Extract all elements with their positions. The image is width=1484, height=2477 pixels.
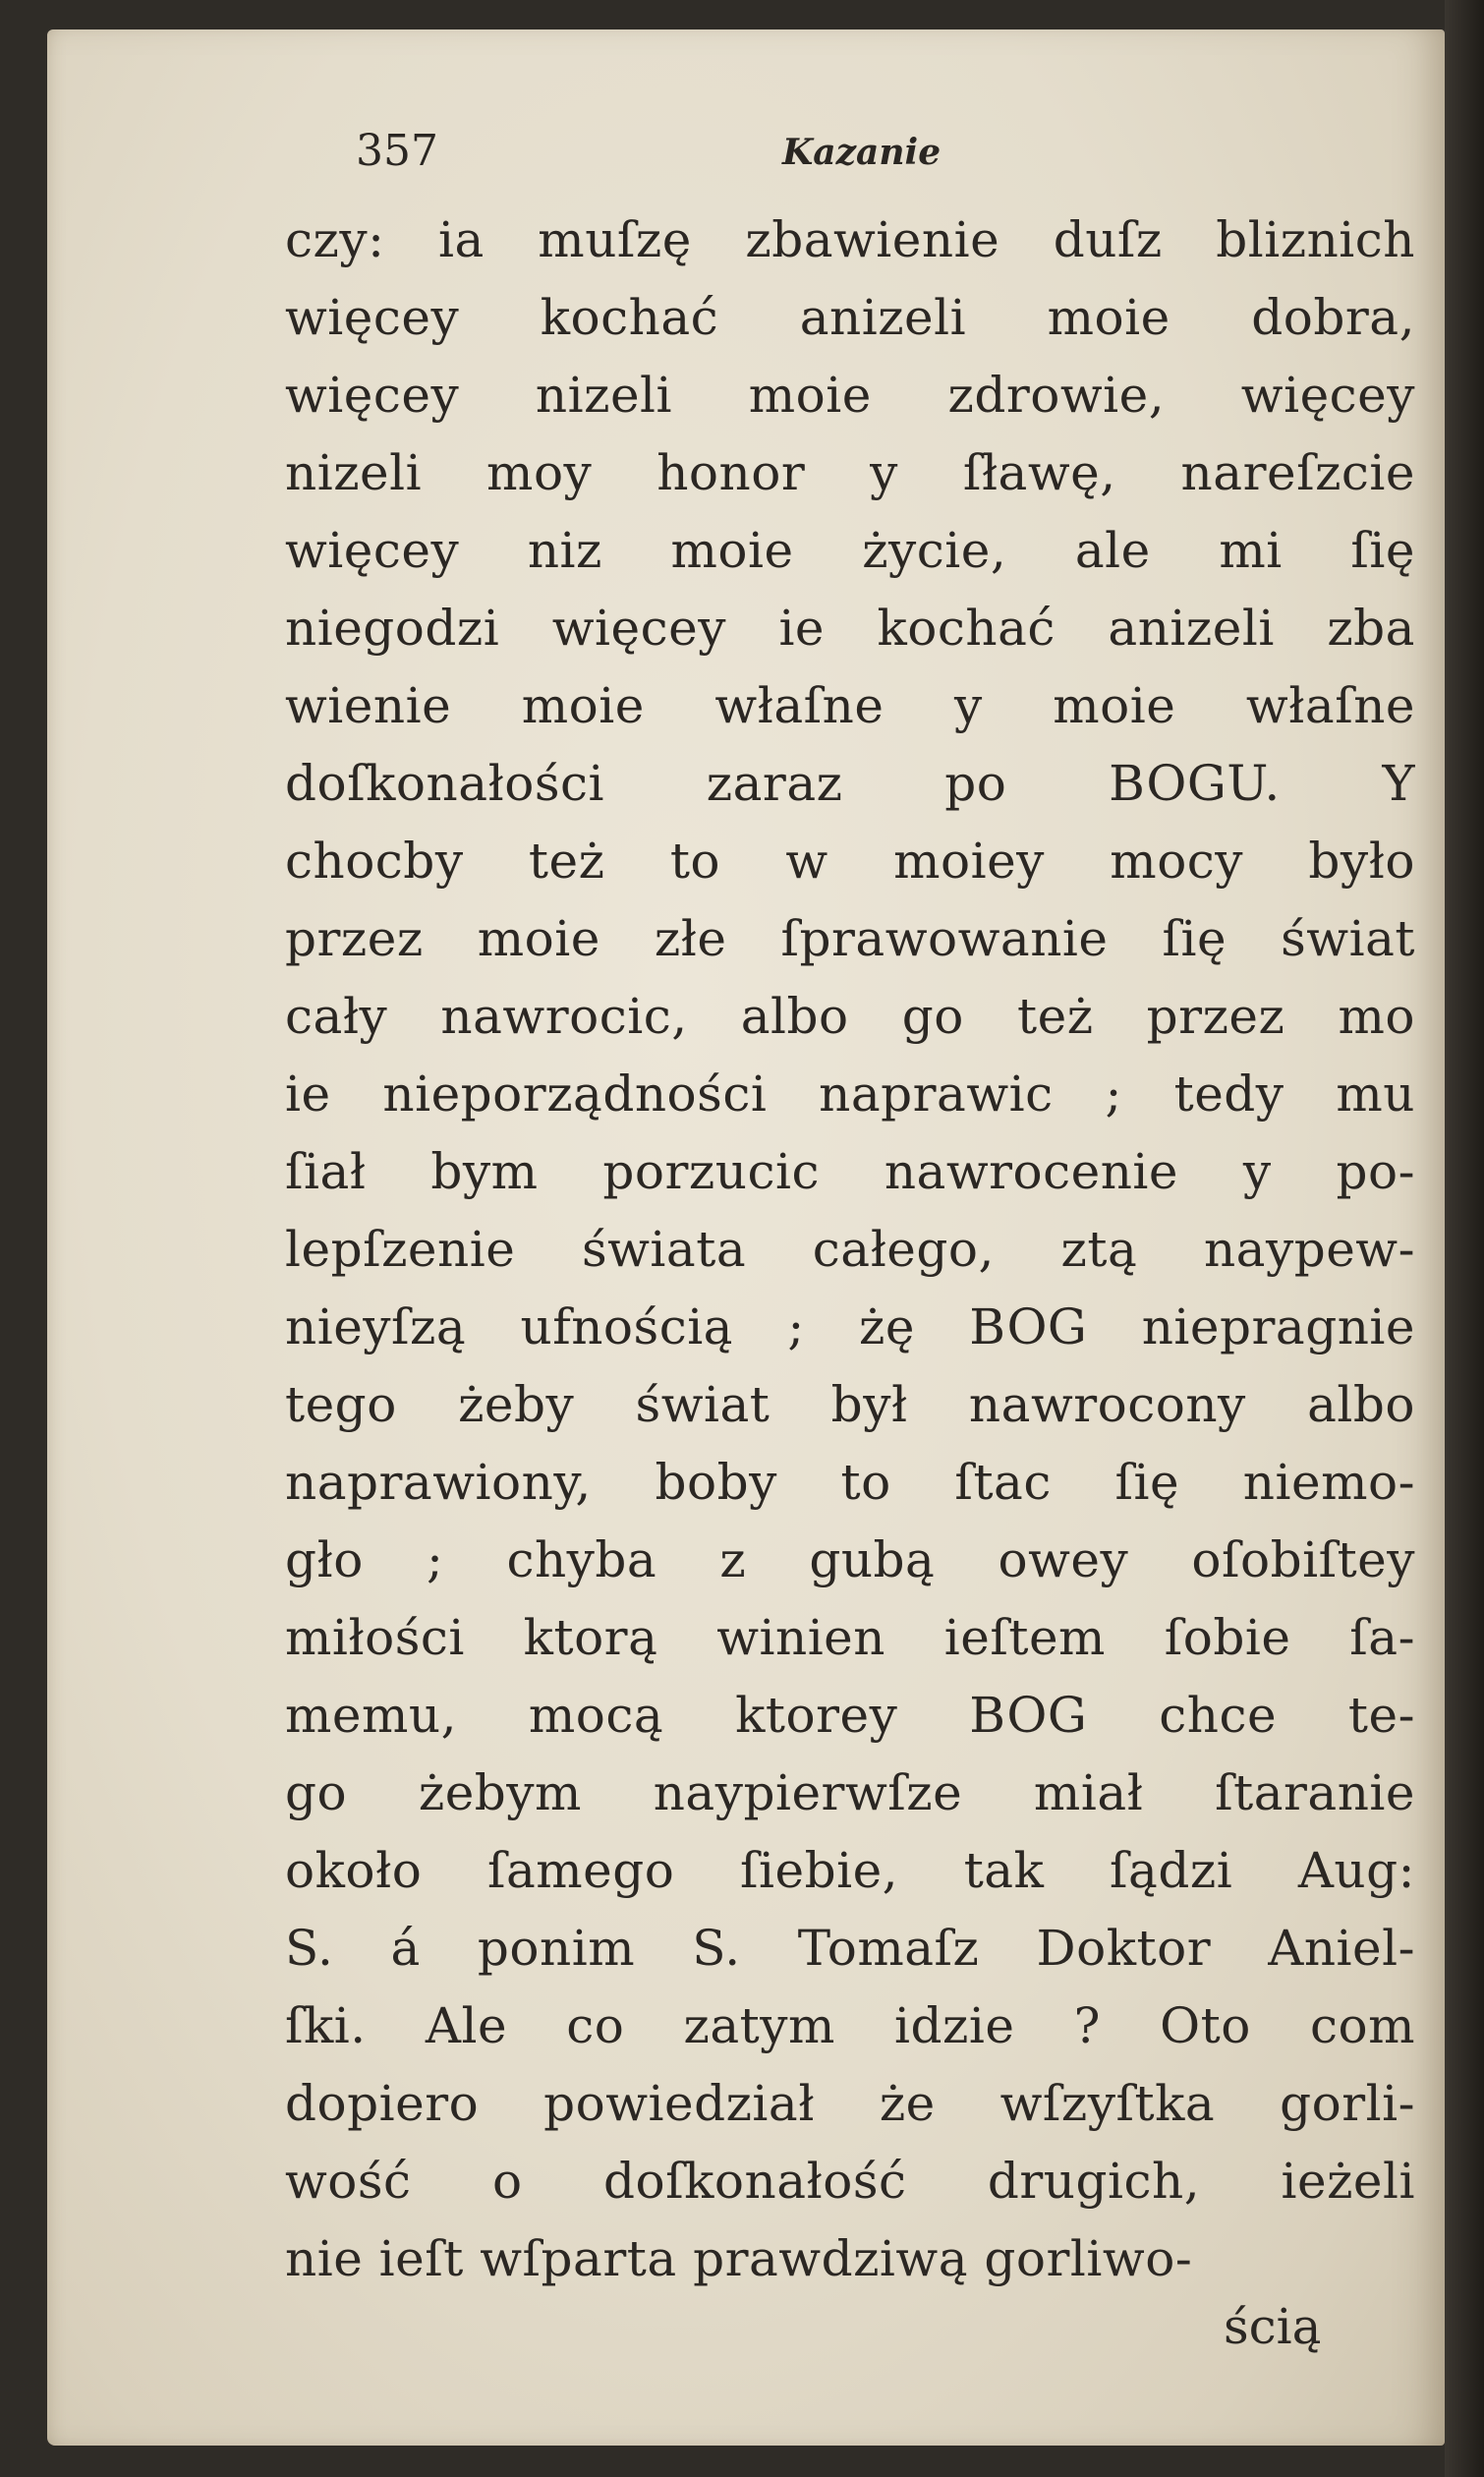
text-line: więcey kochać anizeli moie dobra, (285, 289, 1415, 346)
text-line: miłości ktorą winien ieſtem ſobie ſa- (285, 1609, 1415, 1666)
book-edge (1445, 0, 1484, 2477)
text-line: gło ; chyba z gubą owey oſobiſtey (285, 1531, 1415, 1588)
text-line: wość o doſkonałość drugich, ieżeli (285, 2153, 1415, 2210)
text-line: nizeli moy honor y ſławę, nareſzcie (285, 444, 1415, 501)
running-head (356, 126, 1378, 185)
text-line: dopiero powiedział że wſzyſtka gorli- (285, 2075, 1415, 2132)
text-line: nie ieſt wſparta prawdziwą gorliwo- (285, 2230, 1193, 2287)
page-number: 357 (356, 126, 438, 176)
running-title: Kazanie (782, 132, 942, 173)
text-line: ie nieporządności naprawic ; tedy mu (285, 1066, 1415, 1123)
body-text (285, 202, 1415, 2298)
text-line: tego żeby świat był nawrocony albo (285, 1376, 1415, 1433)
catchword: ścią (1224, 2298, 1322, 2355)
text-line: naprawiony, boby to ſtac ſię niemo- (285, 1454, 1415, 1511)
text-line: memu, mocą ktorey BOG chce te- (285, 1687, 1415, 1744)
text-line: przez moie złe ſprawowanie ſię świat (285, 910, 1415, 967)
text-line: go żebym naypierwſze miał ſtaranie (285, 1764, 1415, 1821)
text-line: więcey niz moie życie, ale mi ſię (285, 522, 1415, 579)
text-line: ſki. Ale co zatym idzie ? Oto com (285, 1997, 1415, 2054)
text-line: niegodzi więcey ie kochać anizeli zba (285, 600, 1415, 657)
text-line: cały nawrocic, albo go też przez mo (285, 988, 1415, 1045)
text-line: chocby też to w moiey mocy było (285, 833, 1415, 890)
text-line: S. á ponim S. Tomaſz Doktor Aniel- (285, 1920, 1415, 1977)
text-line: więcey nizeli moie zdrowie, więcey (285, 367, 1415, 424)
text-line: wienie moie właſne y moie właſne (285, 677, 1415, 734)
text-line: doſkonałości zaraz po BOGU. Y (285, 755, 1415, 812)
text-line: ſiał bym porzucic nawrocenie y po- (285, 1143, 1415, 1200)
text-line: lepſzenie świata całego, ztą naypew- (285, 1221, 1415, 1278)
text-line: czy: ia muſzę zbawienie duſz bliznich (285, 211, 1415, 268)
text-line: około ſamego ſiebie, tak ſądzi Aug: (285, 1842, 1415, 1899)
text-line: nieyſzą ufnością ; żę BOG niepragnie (285, 1298, 1415, 1355)
